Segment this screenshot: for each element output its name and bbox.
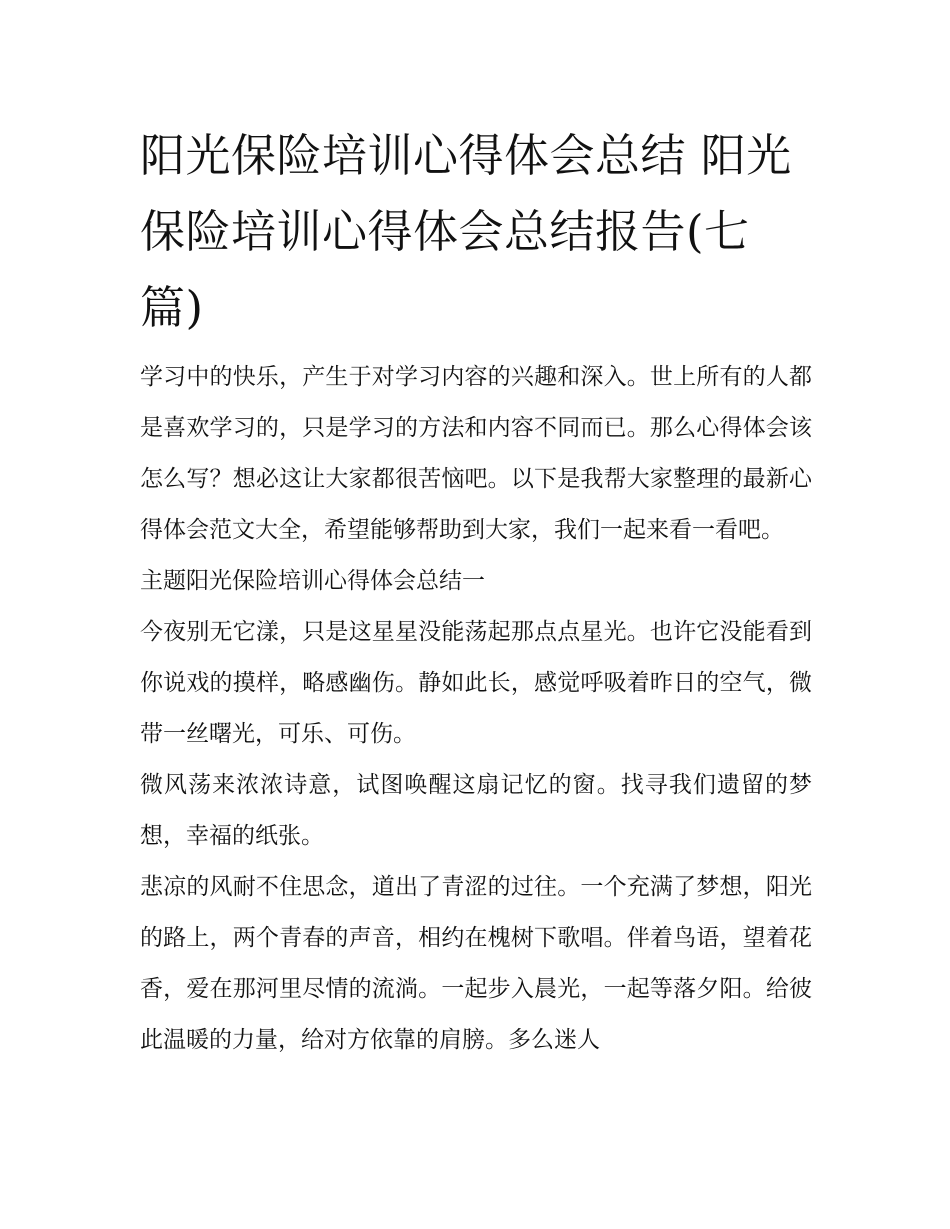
intro-paragraph: 学习中的快乐，产生于对学习内容的兴趣和深入。世上所有的人都是喜欢学习的，只是学习的方法和内容不同而已。那么心得体会该怎么写？想必这让大家都很苦恼吧。以下是我帮大家整理的最新心得体会范文大全，希望能够帮助到大家，我们一起来看一看吧。 bbox=[140, 364, 812, 543]
section-heading: 主题阳光保险培训心得体会总结一 bbox=[140, 568, 485, 594]
body-paragraph-2: 微风荡来浓浓诗意，试图唤醒这扇记忆的窗。找寻我们遗留的梦想，幸福的纸张。 bbox=[140, 772, 812, 849]
document-page bbox=[140, 118, 812, 1066]
body-paragraph-1: 今夜别无它漾，只是这星星没能荡起那点点星光。也许它没能看到你说戏的摸样，略感幽伤。静如此长，感觉呼吸着昨日的空气，微带一丝曙光，可乐、可伤。 bbox=[140, 619, 812, 747]
body-paragraph-3: 悲凉的风耐不住思念，道出了青涩的过往。一个充满了梦想，阳光的路上，两个青春的声音，相约在槐树下歌唱。伴着鸟语，望着花香，爱在那河里尽情的流淌。一起步入晨光，一起等落夕阳。给彼此温暖的力量，给对方依靠的肩膀。多么迷人 bbox=[140, 874, 812, 1053]
document-title: 阳光保险培训心得体会总结 阳光保险培训心得体会总结报告(七篇) bbox=[140, 129, 792, 334]
